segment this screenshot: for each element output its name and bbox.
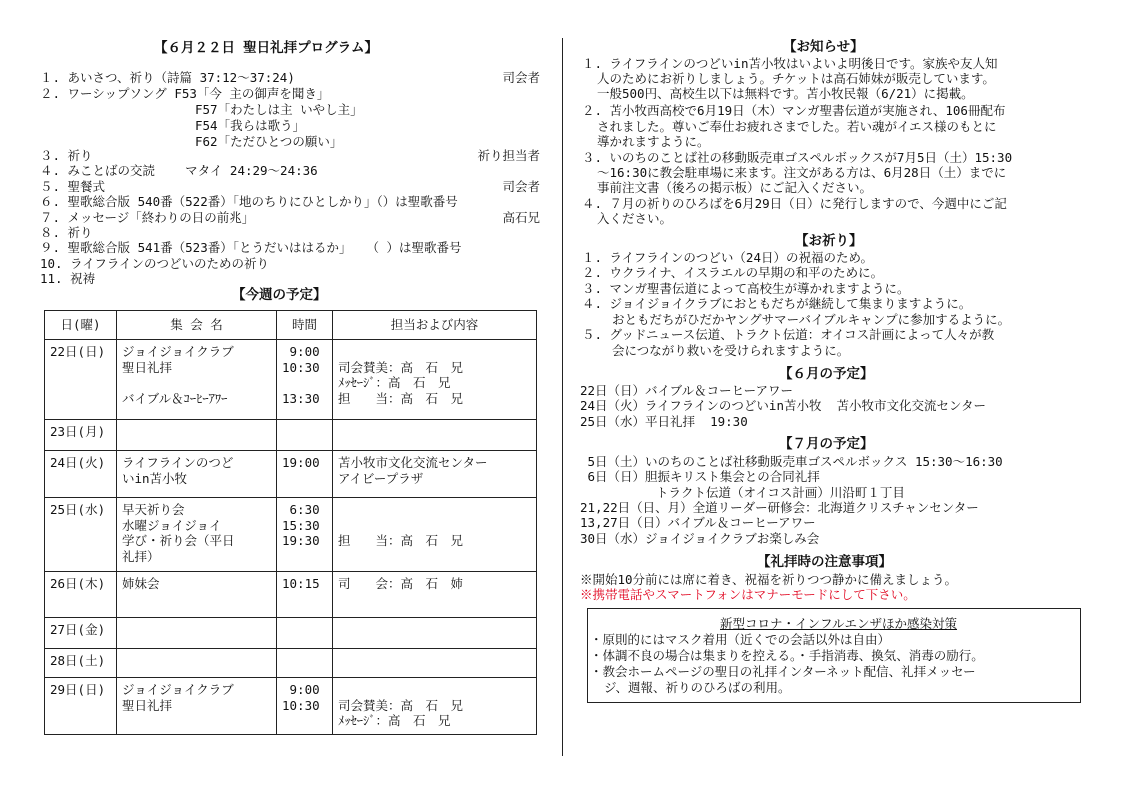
- notice-line: ４. ７月の祈りのひろばを6月29日（日）に発行しますので、今週中にご記: [582, 196, 1007, 211]
- table-row: [45, 678, 537, 735]
- row-event: 姉妹会: [117, 572, 277, 618]
- row-time: 6:30 15:30 19:30: [277, 498, 333, 572]
- row-time: [277, 649, 333, 678]
- program-item-1-role: 司会者: [502, 70, 540, 85]
- row-day: 29日(日): [45, 678, 117, 735]
- row-event: 早天祈り会 水曜ジョイジョイ 学び・祈り会（平日 礼拝）: [117, 498, 277, 572]
- prayers-title: 【お祈り】: [795, 233, 863, 249]
- table-row: [45, 618, 537, 649]
- july-title: 【７月の予定】: [779, 436, 874, 452]
- program-item-7: ７. メッセージ「終わりの日の前兆」: [40, 210, 255, 225]
- notice-line: 一般500円、高校生以下は無料です。苫小牧民報（6/21）に掲載。: [597, 86, 974, 101]
- notice-line: 事前注文書（後ろの掲示板）にご記入ください。: [597, 180, 873, 195]
- july-line: 30日（水）ジョイジョイクラブお楽しみ会: [580, 531, 820, 546]
- row-day: 28日(土): [45, 649, 117, 678]
- program-item-5-role: 司会者: [502, 179, 540, 194]
- row-event: ライフラインのつど いin苫小牧: [117, 451, 277, 498]
- program-item-4: ４. みことばの交読 マタイ 24:29～24:36: [40, 163, 318, 178]
- row-info: 苫小牧市文化交流センター アイビープラザ: [333, 451, 537, 498]
- prayer-line: １. ライフラインのつどい（24日）の祝福のため。: [582, 250, 873, 265]
- program-item-3: ３. 祈り: [40, 148, 93, 163]
- july-line: 13,27日（日）バイブル＆コーヒーアワー: [580, 515, 816, 530]
- row-time: [277, 618, 333, 649]
- row-day: 26日(木): [45, 572, 117, 618]
- program-item-1: １. あいさつ、祈り（詩篇 37:12～37:24): [40, 70, 295, 85]
- notices-title: 【お知らせ】: [783, 39, 864, 55]
- prayer-line: ５. グッドニュース伝道、トラクト伝道：オイコス計画によって人々が教: [582, 327, 995, 342]
- row-event: [117, 420, 277, 451]
- table-row: [45, 420, 537, 451]
- notice-line: ２. 苫小牧西高校で6月19日（木）マンガ聖書伝道が実施され、106冊配布: [582, 103, 1006, 118]
- july-line: 6日（日）胆振キリスト集会との合同礼拝: [580, 469, 820, 484]
- program-song-f62: F62「ただひとつの願い」: [195, 134, 343, 149]
- notice-line: １. ライフラインのつどいin苫小牧はいよいよ明後日です。家族や友人知: [582, 56, 998, 71]
- row-info: 司会賛美：高 石 兄 ﾒｯｾｰｼﾞ：高 石 兄: [333, 678, 537, 735]
- header-event: 集 会 名: [117, 311, 277, 340]
- table-row: [45, 572, 537, 618]
- row-info: [333, 618, 537, 649]
- row-time: 19:00: [277, 451, 333, 498]
- row-info: 司会賛美：高 石 兄 ﾒｯｾｰｼﾞ：高 石 兄 担 当：高 石 兄: [333, 340, 537, 420]
- notice-line: 入ください。: [597, 211, 673, 226]
- notice-line: されました。尊いご奉仕お疲れさまでした。若い魂がイエス様のもとに: [597, 119, 997, 134]
- program-song-f57: F57「わたしは主 いやし主」: [195, 102, 363, 117]
- notes-title: 【礼拝時の注意事項】: [757, 554, 892, 570]
- row-day: 23日(月): [45, 420, 117, 451]
- notice-line: ～16:30に教会駐車場に来ます。注文がある方は、6月28日（土）までに: [597, 165, 1007, 180]
- note-line-1: ※開始10分前には席に着き、祝福を祈りつつ静かに備えましょう。: [580, 572, 958, 587]
- program-item-2: ２. ワーシップソング F53「今 主の御声を聞き」: [40, 86, 330, 101]
- row-info: [333, 649, 537, 678]
- june-line: 25日（水）平日礼拝 19:30: [580, 414, 748, 429]
- row-info: [333, 420, 537, 451]
- row-time: 9:00 10:30: [277, 678, 333, 735]
- table-row: [45, 649, 537, 678]
- notice-line: 人のためにお祈りしましょう。チケットは高石姉妹が販売しています。: [597, 71, 995, 86]
- covid-line: ・体調不良の場合は集まりを控える。・手指消毒、換気、消毒の励行。: [590, 648, 984, 663]
- program-item-6: ６. 聖歌総合版 540番（522番）「地のちりにひとしかり」（）は聖歌番号: [40, 194, 458, 209]
- notice-line: ３. いのちのことば社の移動販売車ゴスペルボックスが7月5日（土）15:30: [582, 150, 1013, 165]
- program-item-9: ９. 聖歌総合版 541番（523番）「とうだいははるか」 （ ）は聖歌番号: [40, 240, 462, 255]
- column-divider: [562, 38, 563, 756]
- row-time: 9:00 10:30 13:30: [277, 340, 333, 420]
- header-day: 日(曜): [45, 311, 117, 340]
- program-item-10: 10. ライフラインのつどいのための祈り: [40, 256, 269, 271]
- prayer-line: おともだちがひだかヤングサマーバイブルキャンプに参加するように。: [612, 312, 1011, 327]
- row-event: [117, 649, 277, 678]
- program-song-f54: F54「我らは歌う」: [195, 118, 306, 133]
- row-time: 10:15: [277, 572, 333, 618]
- header-time: 時間: [277, 311, 333, 340]
- week-title: 【今週の予定】: [232, 287, 327, 303]
- row-info: 担 当：高 石 兄: [333, 498, 537, 572]
- prayer-line: ２. ウクライナ、イスラエルの早期の和平のために。: [582, 265, 884, 280]
- row-day: 22日(日): [45, 340, 117, 420]
- program-item-8: ８. 祈り: [40, 225, 93, 240]
- table-row: [45, 451, 537, 498]
- june-title: 【６月の予定】: [779, 366, 874, 382]
- header-info: 担当および内容: [333, 311, 537, 340]
- program-item-7-role: 高石兄: [502, 210, 540, 225]
- program-item-11: 11. 祝祷: [40, 271, 96, 286]
- table-row: [45, 340, 537, 420]
- covid-title: 新型コロナ・インフルエンザほか感染対策: [720, 616, 958, 631]
- june-line: 22日（日）バイブル＆コーヒーアワー: [580, 383, 794, 398]
- table-row: [45, 498, 537, 572]
- july-line: トラクト伝道（オイコス計画）川沿町１丁目: [656, 485, 905, 500]
- row-info: 司 会：高 石 姉: [333, 572, 537, 618]
- prayer-line: ４. ジョイジョイクラブにおともだちが継続して集まりますように。: [582, 296, 972, 311]
- june-line: 24日（火）ライフラインのつどいin苫小牧 苫小牧市文化交流センター: [580, 398, 987, 413]
- july-line: 21,22日（日、月）全道リーダー研修会：北海道クリスチャンセンター: [580, 500, 979, 515]
- row-event: ジョイジョイクラブ 聖日礼拝: [117, 678, 277, 735]
- covid-line: ジ、週報、祈りのひろばの利用。: [604, 680, 791, 695]
- july-line: 5日（土）いのちのことば社移動販売車ゴスペルボックス 15:30～16:30: [580, 454, 1003, 469]
- program-title: 【６月２２日 聖日礼拝プログラム】: [154, 40, 378, 56]
- row-event: ジョイジョイクラブ 聖日礼拝 バイブル＆ｺｰﾋｰｱﾜｰ: [117, 340, 277, 420]
- note-line-2-red: ※携帯電話やスマートフォンはマナーモードにして下さい。: [580, 587, 916, 602]
- row-day: 24日(火): [45, 451, 117, 498]
- week-schedule-table: [44, 310, 537, 735]
- table-header-row: [45, 311, 537, 340]
- covid-line: ・原則的にはマスク着用（近くでの会話以外は自由）: [590, 632, 891, 647]
- row-day: 27日(金): [45, 618, 117, 649]
- covid-line: ・教会ホームページの聖日の礼拝インターネット配信、礼拝メッセー: [590, 664, 976, 679]
- program-item-3-role: 祈り担当者: [477, 148, 540, 163]
- row-event: [117, 618, 277, 649]
- prayer-line: ３. マンガ聖書伝道によって高校生が導かれますように。: [582, 281, 910, 296]
- program-item-5: ５. 聖餐式: [40, 179, 106, 194]
- row-time: [277, 420, 333, 451]
- prayer-line: 会につながり救いを受けられますように。: [612, 343, 850, 358]
- notice-line: 導かれますように。: [597, 134, 710, 149]
- row-day: 25日(水): [45, 498, 117, 572]
